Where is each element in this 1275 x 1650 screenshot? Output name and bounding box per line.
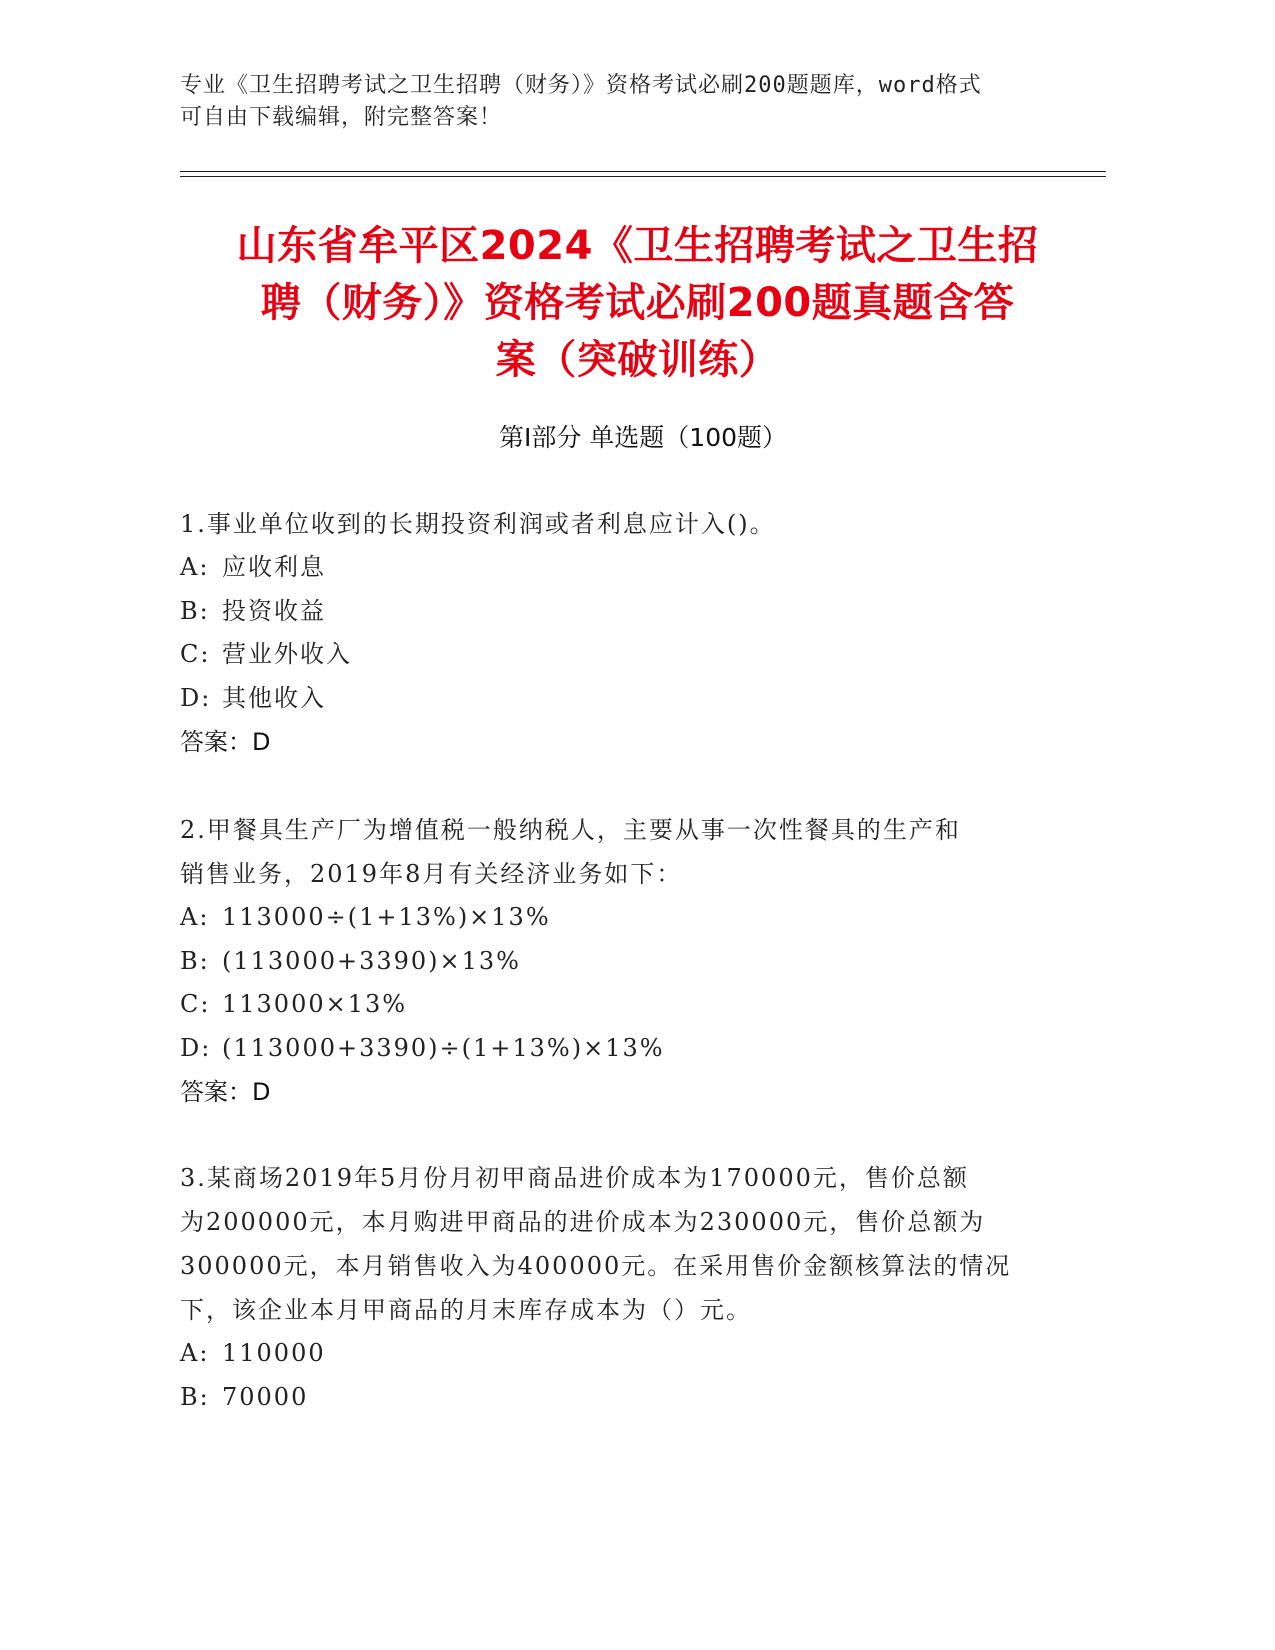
question-stem-line: 下，该企业本月甲商品的月末库存成本为（）元。 [180,1296,752,1324]
question-block [180,808,1040,1114]
option-d [180,1027,1040,1071]
option-key: A: [180,553,210,581]
question-stem-line: 销售业务，2019年8月有关经济业务如下： [180,860,683,888]
option-text: (113000+3390)÷(1+13%)×13% [222,1033,665,1062]
option-text: 投资收益 [222,596,326,625]
answer-line: 答案：D [180,728,271,756]
option-b [180,940,1040,984]
option-b [180,590,1040,634]
answer-line: 答案：D [180,1078,271,1106]
question-stem-line: 300000元，本月销售收入为400000元。在采用售价金额核算法的情况 [180,1252,1012,1280]
option-a [180,896,1040,940]
question-stem [180,1156,1040,1332]
document-title-line: 案（突破训练） [495,337,780,383]
option-text: 113000÷(1+13%)×13% [222,903,551,931]
document-title-line: 山东省牟平区2024《卫生招聘考试之卫生招 [236,223,1039,269]
question-stem [180,808,1040,896]
option-key: A: [180,1339,210,1367]
header-note-line: 专业《卫生招聘考试之卫生招聘（财务）》资格考试必刷200题题库，word格式 [180,73,982,98]
option-key: A: [180,903,210,931]
question-stem-line: 1.事业单位收到的长期投资利润或者利息应计入()。 [180,510,776,538]
option-text: 113000×13% [222,990,408,1018]
option-text: (113000+3390)×13% [222,946,521,975]
option-text: 70000 [222,1382,309,1411]
option-text: 应收利息 [222,553,326,581]
option-d [180,677,1040,721]
option-key: B: [180,1382,210,1411]
option-key: C: [180,640,211,668]
option-text: 110000 [222,1339,326,1367]
header-note [180,70,1040,134]
option-a [180,1332,1040,1376]
header-note-line: 可自由下载编辑，附完整答案！ [180,105,503,130]
header-divider-bottom [180,176,1106,177]
option-a [180,546,1040,590]
question-stem [180,502,1040,546]
option-c [180,633,1040,677]
option-key: D: [180,1033,212,1062]
document-title [140,218,1135,389]
question-stem-line: 2.甲餐具生产厂为增值税一般纳税人，主要从事一次性餐具的生产和 [180,816,961,844]
option-c [180,983,1040,1027]
document-title-line: 聘（财务）》资格考试必刷200题真题含答 [260,280,1015,326]
section-heading: 第Ⅰ部分 单选题（100题） [498,423,788,452]
option-text: 其他收入 [222,683,326,712]
question-block [180,1156,1040,1419]
header-divider-top [180,171,1106,172]
option-key: B: [180,946,210,975]
question-stem-line: 为200000元，本月购进甲商品的进价成本为230000元，售价总额为 [180,1208,986,1236]
question-block [180,502,1040,764]
question-stem-line: 3.某商场2019年5月份月初甲商品进价成本为170000元，售价总额 [180,1164,969,1192]
option-key: B: [180,596,210,625]
option-text: 营业外收入 [222,640,352,668]
option-b [180,1376,1040,1420]
option-key: D: [180,683,212,712]
option-key: C: [180,990,211,1018]
